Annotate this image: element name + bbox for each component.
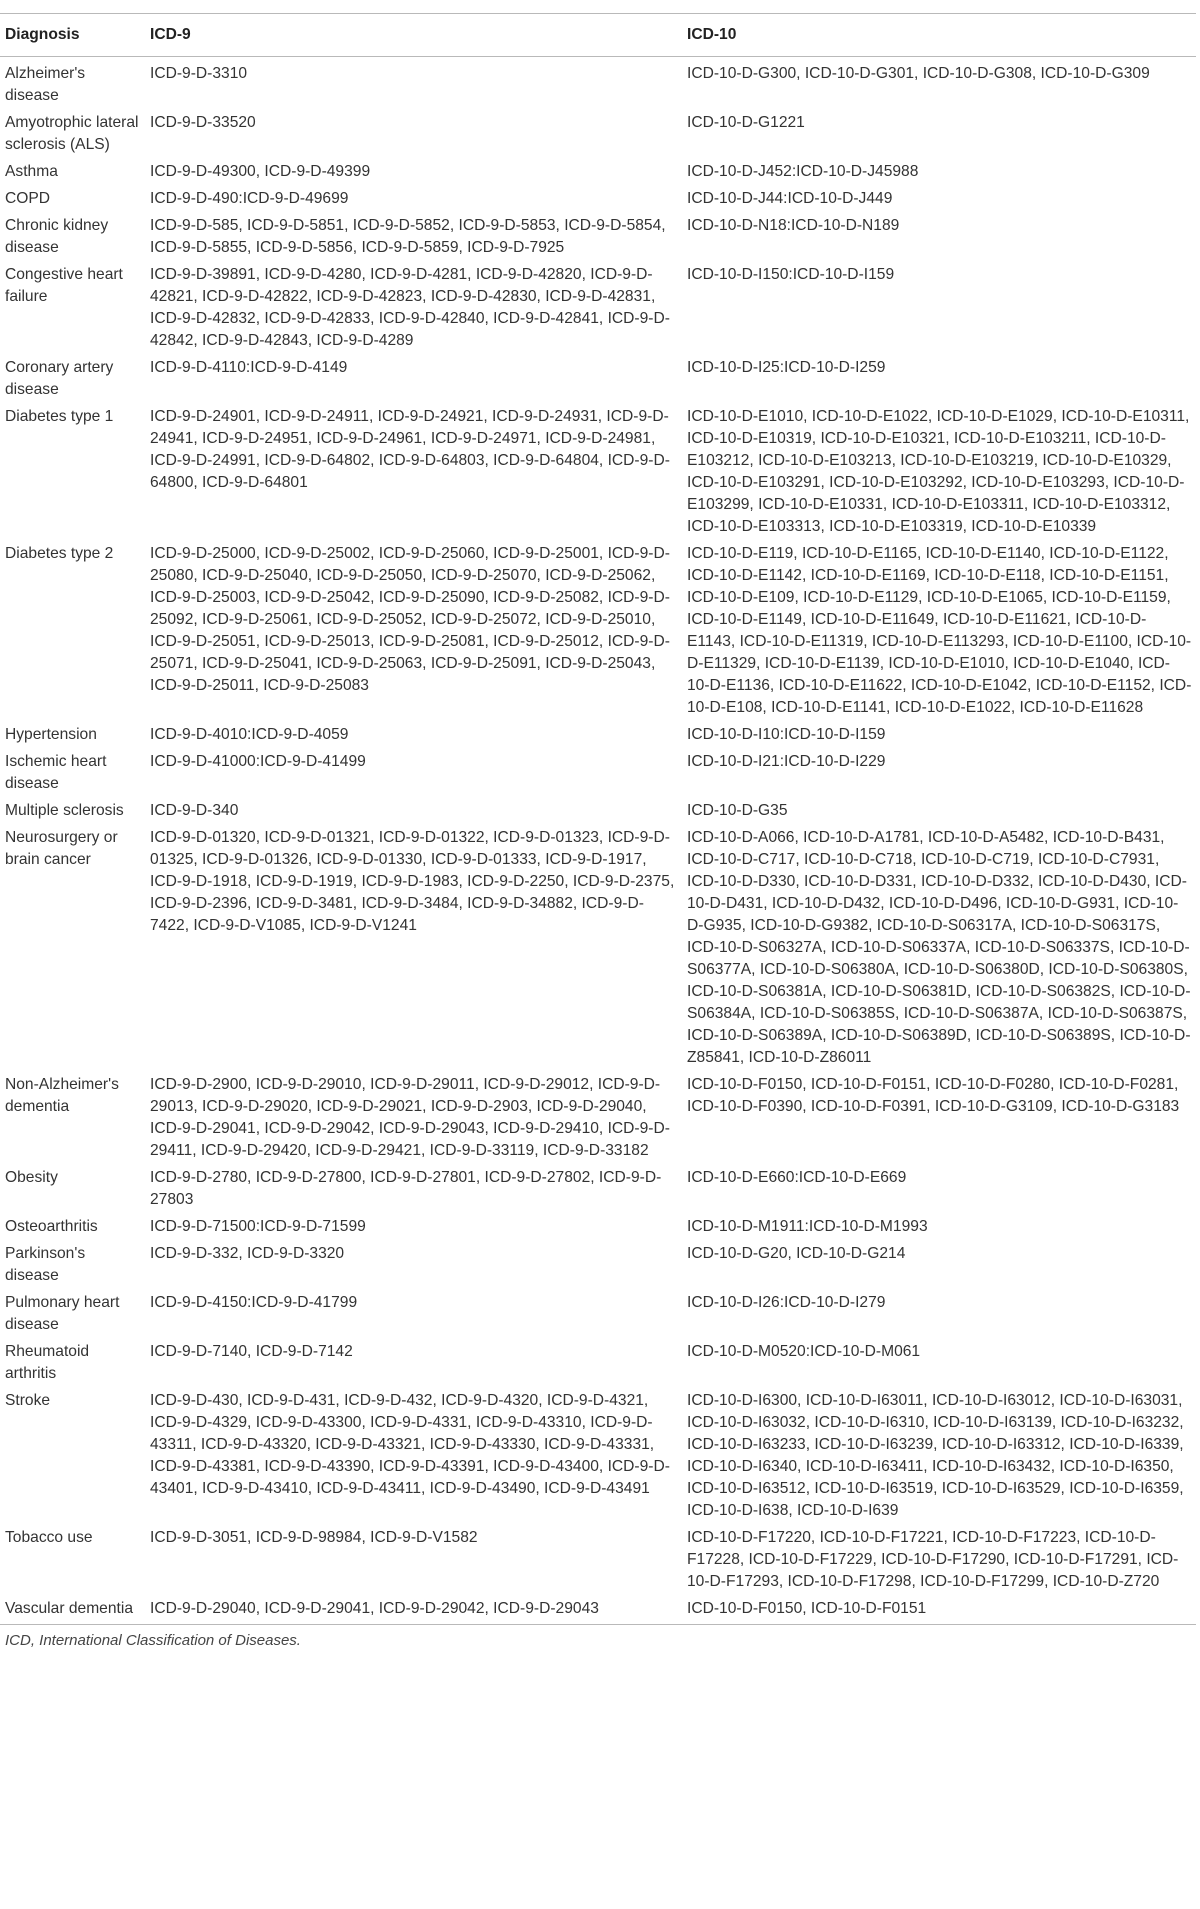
table-row — [0, 721, 1196, 748]
diagnosis-cell: Vascular dementia — [5, 1600, 133, 1617]
header-diagnosis: Diagnosis — [5, 26, 80, 43]
diagnosis-cell: Amyotrophic lateral sclerosis (ALS) — [5, 114, 139, 153]
table-row — [0, 1289, 1196, 1338]
diagnosis-cell: Stroke — [5, 1392, 51, 1409]
header-row — [0, 14, 1196, 57]
icd10-codes-cell: ICD-10-D-F17220, ICD-10-D-F17221, ICD-10-D-F17223, ICD-10-D-F17228, ICD-10-D-F17229, ICD-10-D-F17290, ICD-10-D-F17291, ICD-10-D-F17293, ICD-10-D-F17298, ICD-10-D-F17299, ICD-10-D-Z720 — [687, 1529, 1179, 1590]
table-header — [0, 14, 1196, 57]
table-row — [0, 824, 1196, 1071]
table-row — [0, 185, 1196, 212]
icd10-codes-cell: ICD-10-D-E119, ICD-10-D-E1165, ICD-10-D-E1140, ICD-10-D-E1122, ICD-10-D-E1142, ICD-10-D-E1169, ICD-10-D-E118, ICD-10-D-E1151, ICD-10-D-E109, ICD-10-D-E1129, ICD-10-D-E1065, ICD-10-D-E1159, ICD-10-D-E1149, ICD-10-D-E11649, ICD-10-D-E11621, ICD-10-D-E1143, ICD-10-D-E11319, ICD-10-D-E113293, ICD-10-D-E1100, ICD-10-D-E11329, ICD-10-D-E1139, ICD-10-D-E1010, ICD-10-D-E1040, ICD-10-D-E1136, ICD-10-D-E11622, ICD-10-D-E1042, ICD-10-D-E1152, ICD-10-D-E108, ICD-10-D-E1141, ICD-10-D-E1022, ICD-10-D-E11628 — [687, 545, 1192, 716]
diagnosis-cell: Parkinson's disease — [5, 1245, 86, 1284]
icd9-codes-cell: ICD-9-D-25000, ICD-9-D-25002, ICD-9-D-25060, ICD-9-D-25001, ICD-9-D-25080, ICD-9-D-25040, ICD-9-D-25050, ICD-9-D-25070, ICD-9-D-25062, ICD-9-D-25003, ICD-9-D-25042, ICD-9-D-25090, ICD-9-D-25082, ICD-9-D-25092, ICD-9-D-25061, ICD-9-D-25052, ICD-9-D-25072, ICD-9-D-25010, ICD-9-D-25051, ICD-9-D-25013, ICD-9-D-25081, ICD-9-D-25012, ICD-9-D-25071, ICD-9-D-25041, ICD-9-D-25063, ICD-9-D-25091, ICD-9-D-25043, ICD-9-D-25011, ICD-9-D-25083 — [150, 545, 670, 694]
diagnosis-cell: Congestive heart failure — [5, 266, 123, 305]
table-row — [0, 1338, 1196, 1387]
table-row — [0, 403, 1196, 540]
diagnosis-cell: Diabetes type 2 — [5, 545, 114, 562]
table-footnote: ICD, International Classification of Diseases. — [5, 1632, 301, 1649]
icd9-codes-cell: ICD-9-D-2900, ICD-9-D-29010, ICD-9-D-29011, ICD-9-D-29012, ICD-9-D-29013, ICD-9-D-29020, ICD-9-D-29021, ICD-9-D-2903, ICD-9-D-29040, ICD-9-D-29041, ICD-9-D-29042, ICD-9-D-29043, ICD-9-D-29410, ICD-9-D-29411, ICD-9-D-29420, ICD-9-D-29421, ICD-9-D-33119, ICD-9-D-33182 — [150, 1076, 670, 1159]
icd10-codes-cell: ICD-10-D-I21:ICD-10-D-I229 — [687, 753, 886, 770]
icd9-codes-cell: ICD-9-D-4110:ICD-9-D-4149 — [150, 359, 348, 376]
icd9-codes-cell: ICD-9-D-585, ICD-9-D-5851, ICD-9-D-5852, ICD-9-D-5853, ICD-9-D-5854, ICD-9-D-5855, ICD-9-D-5856, ICD-9-D-5859, ICD-9-D-7925 — [150, 217, 666, 256]
table-row — [0, 540, 1196, 721]
icd10-codes-cell: ICD-10-D-E660:ICD-10-D-E669 — [687, 1169, 907, 1186]
table-body — [0, 57, 1196, 1625]
icd9-codes-cell: ICD-9-D-4010:ICD-9-D-4059 — [150, 726, 349, 743]
icd10-codes-cell: ICD-10-D-N18:ICD-10-D-N189 — [687, 217, 900, 234]
diagnosis-cell: Multiple sclerosis — [5, 802, 124, 819]
icd9-codes-cell: ICD-9-D-490:ICD-9-D-49699 — [150, 190, 349, 207]
diagnosis-cell: Coronary artery disease — [5, 359, 114, 398]
icd9-codes-cell: ICD-9-D-24901, ICD-9-D-24911, ICD-9-D-24921, ICD-9-D-24931, ICD-9-D-24941, ICD-9-D-24951, ICD-9-D-24961, ICD-9-D-24971, ICD-9-D-24981, ICD-9-D-24991, ICD-9-D-64802, ICD-9-D-64803, ICD-9-D-64804, ICD-9-D-64800, ICD-9-D-64801 — [150, 408, 670, 491]
icd9-codes-cell: ICD-9-D-33520 — [150, 114, 256, 131]
diagnosis-cell: Rheumatoid arthritis — [5, 1343, 90, 1382]
icd10-codes-cell: ICD-10-D-I26:ICD-10-D-I279 — [687, 1294, 886, 1311]
table-row — [0, 1240, 1196, 1289]
diagnosis-cell: Ischemic heart disease — [5, 753, 107, 792]
header-icd10: ICD-10 — [687, 26, 737, 43]
icd10-codes-cell: ICD-10-D-I6300, ICD-10-D-I63011, ICD-10-D-I63012, ICD-10-D-I63031, ICD-10-D-I63032, ICD-10-D-I6310, ICD-10-D-I63139, ICD-10-D-I63232, ICD-10-D-I63233, ICD-10-D-I63239, ICD-10-D-I63312, ICD-10-D-I6339, ICD-10-D-I6340, ICD-10-D-I63411, ICD-10-D-I63432, ICD-10-D-I6350, ICD-10-D-I63512, ICD-10-D-I63519, ICD-10-D-I63529, ICD-10-D-I6359, ICD-10-D-I638, ICD-10-D-I639 — [687, 1392, 1184, 1519]
diagnosis-cell: Pulmonary heart disease — [5, 1294, 120, 1333]
table-row — [0, 1595, 1196, 1625]
diagnosis-cell: Asthma — [5, 163, 58, 180]
icd9-codes-cell: ICD-9-D-2780, ICD-9-D-27800, ICD-9-D-27801, ICD-9-D-27802, ICD-9-D-27803 — [150, 1169, 662, 1208]
table-row — [0, 57, 1196, 110]
icd10-codes-cell: ICD-10-D-F0150, ICD-10-D-F0151, ICD-10-D-F0280, ICD-10-D-F0281, ICD-10-D-F0390, ICD-10-D-F0391, ICD-10-D-G3109, ICD-10-D-G3183 — [687, 1076, 1180, 1115]
icd9-codes-cell: ICD-9-D-01320, ICD-9-D-01321, ICD-9-D-01322, ICD-9-D-01323, ICD-9-D-01325, ICD-9-D-01326, ICD-9-D-01330, ICD-9-D-01333, ICD-9-D-1917, ICD-9-D-1918, ICD-9-D-1919, ICD-9-D-1983, ICD-9-D-2250, ICD-9-D-2375, ICD-9-D-2396, ICD-9-D-3481, ICD-9-D-3484, ICD-9-D-34882, ICD-9-D-7422, ICD-9-D-V1085, ICD-9-D-V1241 — [150, 829, 675, 934]
icd10-codes-cell: ICD-10-D-G35 — [687, 802, 788, 819]
icd9-codes-cell: ICD-9-D-340 — [150, 802, 239, 819]
icd10-codes-cell: ICD-10-D-J44:ICD-10-D-J449 — [687, 190, 893, 207]
icd10-codes-cell: ICD-10-D-G20, ICD-10-D-G214 — [687, 1245, 906, 1262]
diagnosis-cell: Osteoarthritis — [5, 1218, 98, 1235]
icd10-codes-cell: ICD-10-D-M0520:ICD-10-D-M061 — [687, 1343, 921, 1360]
diagnosis-cell: COPD — [5, 190, 51, 207]
table-row — [0, 1164, 1196, 1213]
table-row — [0, 1387, 1196, 1524]
icd10-codes-cell: ICD-10-D-I150:ICD-10-D-I159 — [687, 266, 895, 283]
icd10-codes-cell: ICD-10-D-J452:ICD-10-D-J45988 — [687, 163, 919, 180]
icd10-codes-cell: ICD-10-D-M1911:ICD-10-D-M1993 — [687, 1218, 928, 1235]
diagnosis-cell: Obesity — [5, 1169, 58, 1186]
diagnosis-cell: Neurosurgery or brain cancer — [5, 829, 118, 868]
diagnosis-cell: Tobacco use — [5, 1529, 93, 1546]
table-row — [0, 158, 1196, 185]
icd9-codes-cell: ICD-9-D-3310 — [150, 65, 248, 82]
diagnosis-cell: Alzheimer's disease — [5, 65, 86, 104]
table-row — [0, 212, 1196, 261]
icd9-codes-cell: ICD-9-D-7140, ICD-9-D-7142 — [150, 1343, 353, 1360]
icd9-codes-cell: ICD-9-D-71500:ICD-9-D-71599 — [150, 1218, 366, 1235]
table-row — [0, 261, 1196, 354]
icd10-codes-cell: ICD-10-D-G300, ICD-10-D-G301, ICD-10-D-G308, ICD-10-D-G309 — [687, 65, 1150, 82]
table-row — [0, 748, 1196, 797]
icd10-codes-cell: ICD-10-D-E1010, ICD-10-D-E1022, ICD-10-D-E1029, ICD-10-D-E10311, ICD-10-D-E10319, ICD-10-D-E10321, ICD-10-D-E103211, ICD-10-D-E103212, ICD-10-D-E103213, ICD-10-D-E103219, ICD-10-D-E10329, ICD-10-D-E103291, ICD-10-D-E103292, ICD-10-D-E103293, ICD-10-D-E103299, ICD-10-D-E10331, ICD-10-D-E103311, ICD-10-D-E103312, ICD-10-D-E103313, ICD-10-D-E103319, ICD-10-D-E10339 — [687, 408, 1190, 535]
icd10-codes-cell: ICD-10-D-F0150, ICD-10-D-F0151 — [687, 1600, 927, 1617]
icd9-codes-cell: ICD-9-D-332, ICD-9-D-3320 — [150, 1245, 345, 1262]
icd9-codes-cell: ICD-9-D-3051, ICD-9-D-98984, ICD-9-D-V1582 — [150, 1529, 478, 1546]
diagnosis-cell: Diabetes type 1 — [5, 408, 114, 425]
icd9-codes-cell: ICD-9-D-49300, ICD-9-D-49399 — [150, 163, 371, 180]
table-row — [0, 1213, 1196, 1240]
icd10-codes-cell: ICD-10-D-G1221 — [687, 114, 805, 131]
icd9-codes-cell: ICD-9-D-4150:ICD-9-D-41799 — [150, 1294, 358, 1311]
icd-code-table — [0, 13, 1196, 1625]
header-icd9: ICD-9 — [150, 26, 191, 43]
icd10-codes-cell: ICD-10-D-A066, ICD-10-D-A1781, ICD-10-D-A5482, ICD-10-D-B431, ICD-10-D-C717, ICD-10-D-C718, ICD-10-D-C719, ICD-10-D-C7931, ICD-10-D-D330, ICD-10-D-D331, ICD-10-D-D332, ICD-10-D-D430, ICD-10-D-D431, ICD-10-D-D432, ICD-10-D-D496, ICD-10-D-G931, ICD-10-D-G935, ICD-10-D-G9382, ICD-10-D-S06317A, ICD-10-D-S06317S, ICD-10-D-S06327A, ICD-10-D-S06337A, ICD-10-D-S06337S, ICD-10-D-S06377A, ICD-10-D-S06380A, ICD-10-D-S06380D, ICD-10-D-S06380S, ICD-10-D-S06381A, ICD-10-D-S06381D, ICD-10-D-S06382S, ICD-10-D-S06384A, ICD-10-D-S06385S, ICD-10-D-S06387A, ICD-10-D-S06387S, ICD-10-D-S06389A, ICD-10-D-S06389D, ICD-10-D-S06389S, ICD-10-D-Z85841, ICD-10-D-Z86011 — [687, 829, 1191, 1066]
diagnosis-cell: Chronic kidney disease — [5, 217, 109, 256]
icd9-codes-cell: ICD-9-D-29040, ICD-9-D-29041, ICD-9-D-29042, ICD-9-D-29043 — [150, 1600, 599, 1617]
table-row — [0, 1524, 1196, 1595]
diagnosis-cell: Hypertension — [5, 726, 97, 743]
icd9-codes-cell: ICD-9-D-41000:ICD-9-D-41499 — [150, 753, 366, 770]
table-row — [0, 354, 1196, 403]
icd9-codes-cell: ICD-9-D-39891, ICD-9-D-4280, ICD-9-D-4281, ICD-9-D-42820, ICD-9-D-42821, ICD-9-D-42822, ICD-9-D-42823, ICD-9-D-42830, ICD-9-D-42831, ICD-9-D-42832, ICD-9-D-42833, ICD-9-D-42840, ICD-9-D-42841, ICD-9-D-42842, ICD-9-D-42843, ICD-9-D-4289 — [150, 266, 670, 349]
icd10-codes-cell: ICD-10-D-I25:ICD-10-D-I259 — [687, 359, 886, 376]
icd9-codes-cell: ICD-9-D-430, ICD-9-D-431, ICD-9-D-432, ICD-9-D-4320, ICD-9-D-4321, ICD-9-D-4329, ICD-9-D-43300, ICD-9-D-4331, ICD-9-D-43310, ICD-9-D-43311, ICD-9-D-43320, ICD-9-D-43321, ICD-9-D-43330, ICD-9-D-43331, ICD-9-D-43381, ICD-9-D-43390, ICD-9-D-43391, ICD-9-D-43400, ICD-9-D-43401, ICD-9-D-43410, ICD-9-D-43411, ICD-9-D-43490, ICD-9-D-43491 — [150, 1392, 670, 1497]
icd10-codes-cell: ICD-10-D-I10:ICD-10-D-I159 — [687, 726, 886, 743]
table-row — [0, 1071, 1196, 1164]
table-row — [0, 797, 1196, 824]
table-row — [0, 109, 1196, 158]
diagnosis-cell: Non-Alzheimer's dementia — [5, 1076, 119, 1115]
